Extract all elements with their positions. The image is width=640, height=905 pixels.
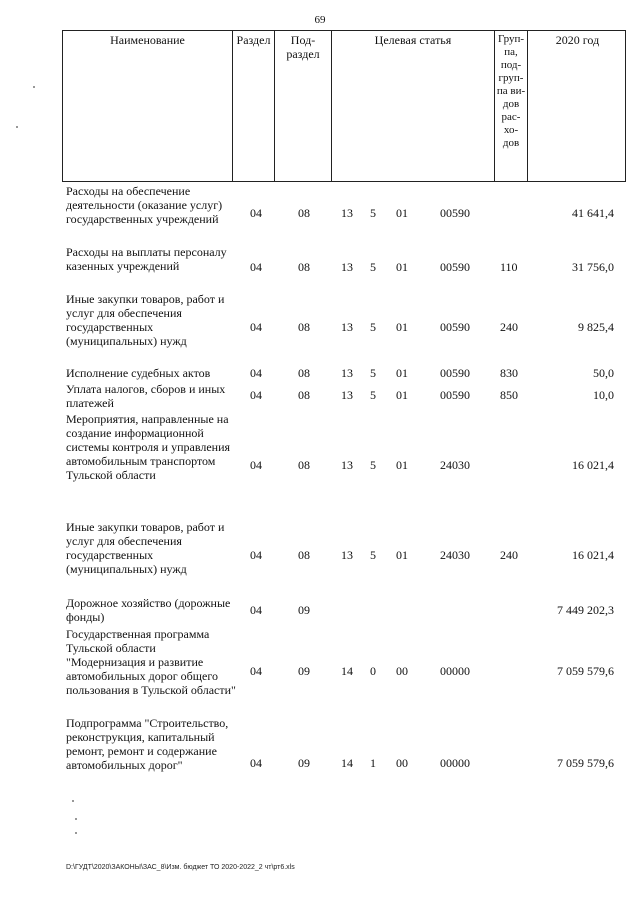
- row-cs4: 00590: [440, 366, 470, 380]
- row-name: Расходы на выплаты персоналу казенных учреждений: [66, 245, 227, 273]
- row-amount: 31 756,0: [572, 260, 614, 274]
- row-razdel: 04: [250, 320, 262, 334]
- row-cs4: 24030: [440, 548, 470, 562]
- row-podrazdel: 08: [298, 320, 310, 334]
- row-razdel: 04: [250, 388, 262, 402]
- scan-speck: [72, 800, 74, 802]
- scan-speck: [33, 86, 35, 88]
- row-razdel: 04: [250, 206, 262, 220]
- row-razdel: 04: [250, 603, 262, 617]
- header-year: 2020 год: [527, 31, 627, 181]
- row-cs4: 24030: [440, 458, 470, 472]
- row-cs3: 00: [396, 756, 408, 770]
- row-cs1: 13: [341, 366, 353, 380]
- row-cs2: 5: [370, 458, 376, 472]
- row-vr: 110: [500, 260, 518, 274]
- row-podrazdel: 08: [298, 548, 310, 562]
- row-cs1: 13: [341, 548, 353, 562]
- row-cs4: 00000: [440, 756, 470, 770]
- row-amount: 41 641,4: [572, 206, 614, 220]
- page-number: 69: [314, 14, 326, 26]
- row-cs1: 13: [341, 458, 353, 472]
- row-name: Уплата налогов, сборов и иных платежей: [66, 382, 226, 410]
- scan-speck: [75, 818, 77, 820]
- row-cs2: 5: [370, 548, 376, 562]
- row-name: Иные закупки товаров, работ и услуг для обеспечения государственных (муниципальных) нужд: [66, 520, 225, 576]
- row-amount: 16 021,4: [572, 458, 614, 472]
- row-podrazdel: 08: [298, 458, 310, 472]
- row-amount: 9 825,4: [578, 320, 614, 334]
- row-razdel: 04: [250, 458, 262, 472]
- row-razdel: 04: [250, 664, 262, 678]
- row-vr: 240: [500, 320, 518, 334]
- row-podrazdel: 08: [298, 206, 310, 220]
- row-vr: 240: [500, 548, 518, 562]
- row-name: Иные закупки товаров, работ и услуг для обеспечения государственных (муниципальных) нужд: [66, 292, 225, 348]
- scan-speck: [75, 832, 77, 834]
- row-amount: 50,0: [593, 366, 614, 380]
- row-podrazdel: 09: [298, 756, 310, 770]
- row-cs1: 13: [341, 260, 353, 274]
- header-name: Наименование: [110, 33, 185, 47]
- header-section: Раздел: [232, 31, 274, 181]
- row-cs4: 00590: [440, 320, 470, 334]
- row-cs1: 14: [341, 664, 353, 678]
- row-cs1: 13: [341, 320, 353, 334]
- row-cs2: 5: [370, 388, 376, 402]
- row-name: Мероприятия, направленные на создание информационной системы контроля и управления автомобильным транспортом Тульской области: [66, 412, 231, 482]
- row-cs1: 14: [341, 756, 353, 770]
- row-razdel: 04: [250, 756, 262, 770]
- row-podrazdel: 09: [298, 603, 310, 617]
- row-cs4: 00000: [440, 664, 470, 678]
- table-header: [62, 30, 626, 182]
- row-cs2: 5: [370, 366, 376, 380]
- row-amount: 16 021,4: [572, 548, 614, 562]
- row-name: Расходы на обеспечение деятельности (оказание услуг) государственных учреждений: [66, 184, 223, 226]
- row-cs4: 00590: [440, 388, 470, 402]
- row-amount: 7 449 202,3: [557, 603, 614, 617]
- row-cs4: 00590: [440, 206, 470, 220]
- row-podrazdel: 08: [298, 366, 310, 380]
- header-target: Целевая статья: [331, 31, 494, 181]
- row-name: Дорожное хозяйство (дорожные фонды): [66, 596, 231, 624]
- row-cs3: 01: [396, 458, 408, 472]
- header-group: Груп- па, под- груп- па ви- дов рас- хо- дов: [494, 31, 527, 181]
- row-cs3: 01: [396, 548, 408, 562]
- row-cs3: 01: [396, 320, 408, 334]
- row-cs3: 01: [396, 260, 408, 274]
- row-razdel: 04: [250, 260, 262, 274]
- row-cs2: 5: [370, 206, 376, 220]
- row-podrazdel: 08: [298, 260, 310, 274]
- row-cs2: 5: [370, 260, 376, 274]
- row-amount: 7 059 579,6: [557, 756, 614, 770]
- row-cs4: 00590: [440, 260, 470, 274]
- header-subsection: Под- раздел: [274, 31, 331, 181]
- row-cs3: 01: [396, 388, 408, 402]
- row-amount: 7 059 579,6: [557, 664, 614, 678]
- scan-speck: [16, 126, 18, 128]
- row-vr: 850: [500, 388, 518, 402]
- row-podrazdel: 09: [298, 664, 310, 678]
- row-cs2: 5: [370, 320, 376, 334]
- row-name: Государственная программа Тульской области "Модернизация и развитие автомобильных дорог общего пользования в Тульской области": [66, 627, 236, 697]
- row-podrazdel: 08: [298, 388, 310, 402]
- row-name: Подпрограмма "Строительство, реконструкция, капитальный ремонт, ремонт и содержание автомобильных дорог": [66, 716, 229, 772]
- row-razdel: 04: [250, 366, 262, 380]
- row-cs2: 1: [370, 756, 376, 770]
- row-name: Исполнение судебных актов: [66, 366, 211, 380]
- row-razdel: 04: [250, 548, 262, 562]
- row-cs1: 13: [341, 206, 353, 220]
- row-cs3: 01: [396, 366, 408, 380]
- row-cs3: 01: [396, 206, 408, 220]
- row-cs3: 00: [396, 664, 408, 678]
- row-cs1: 13: [341, 388, 353, 402]
- row-vr: 830: [500, 366, 518, 380]
- row-cs2: 0: [370, 664, 376, 678]
- row-amount: 10,0: [593, 388, 614, 402]
- footer-file-path: D:\ГУДТ\2020\ЗАКОНЫ\ЗАС_8\Изм. бюджет ТО 2020-2022_2 чт\рт6.xls: [66, 864, 295, 871]
